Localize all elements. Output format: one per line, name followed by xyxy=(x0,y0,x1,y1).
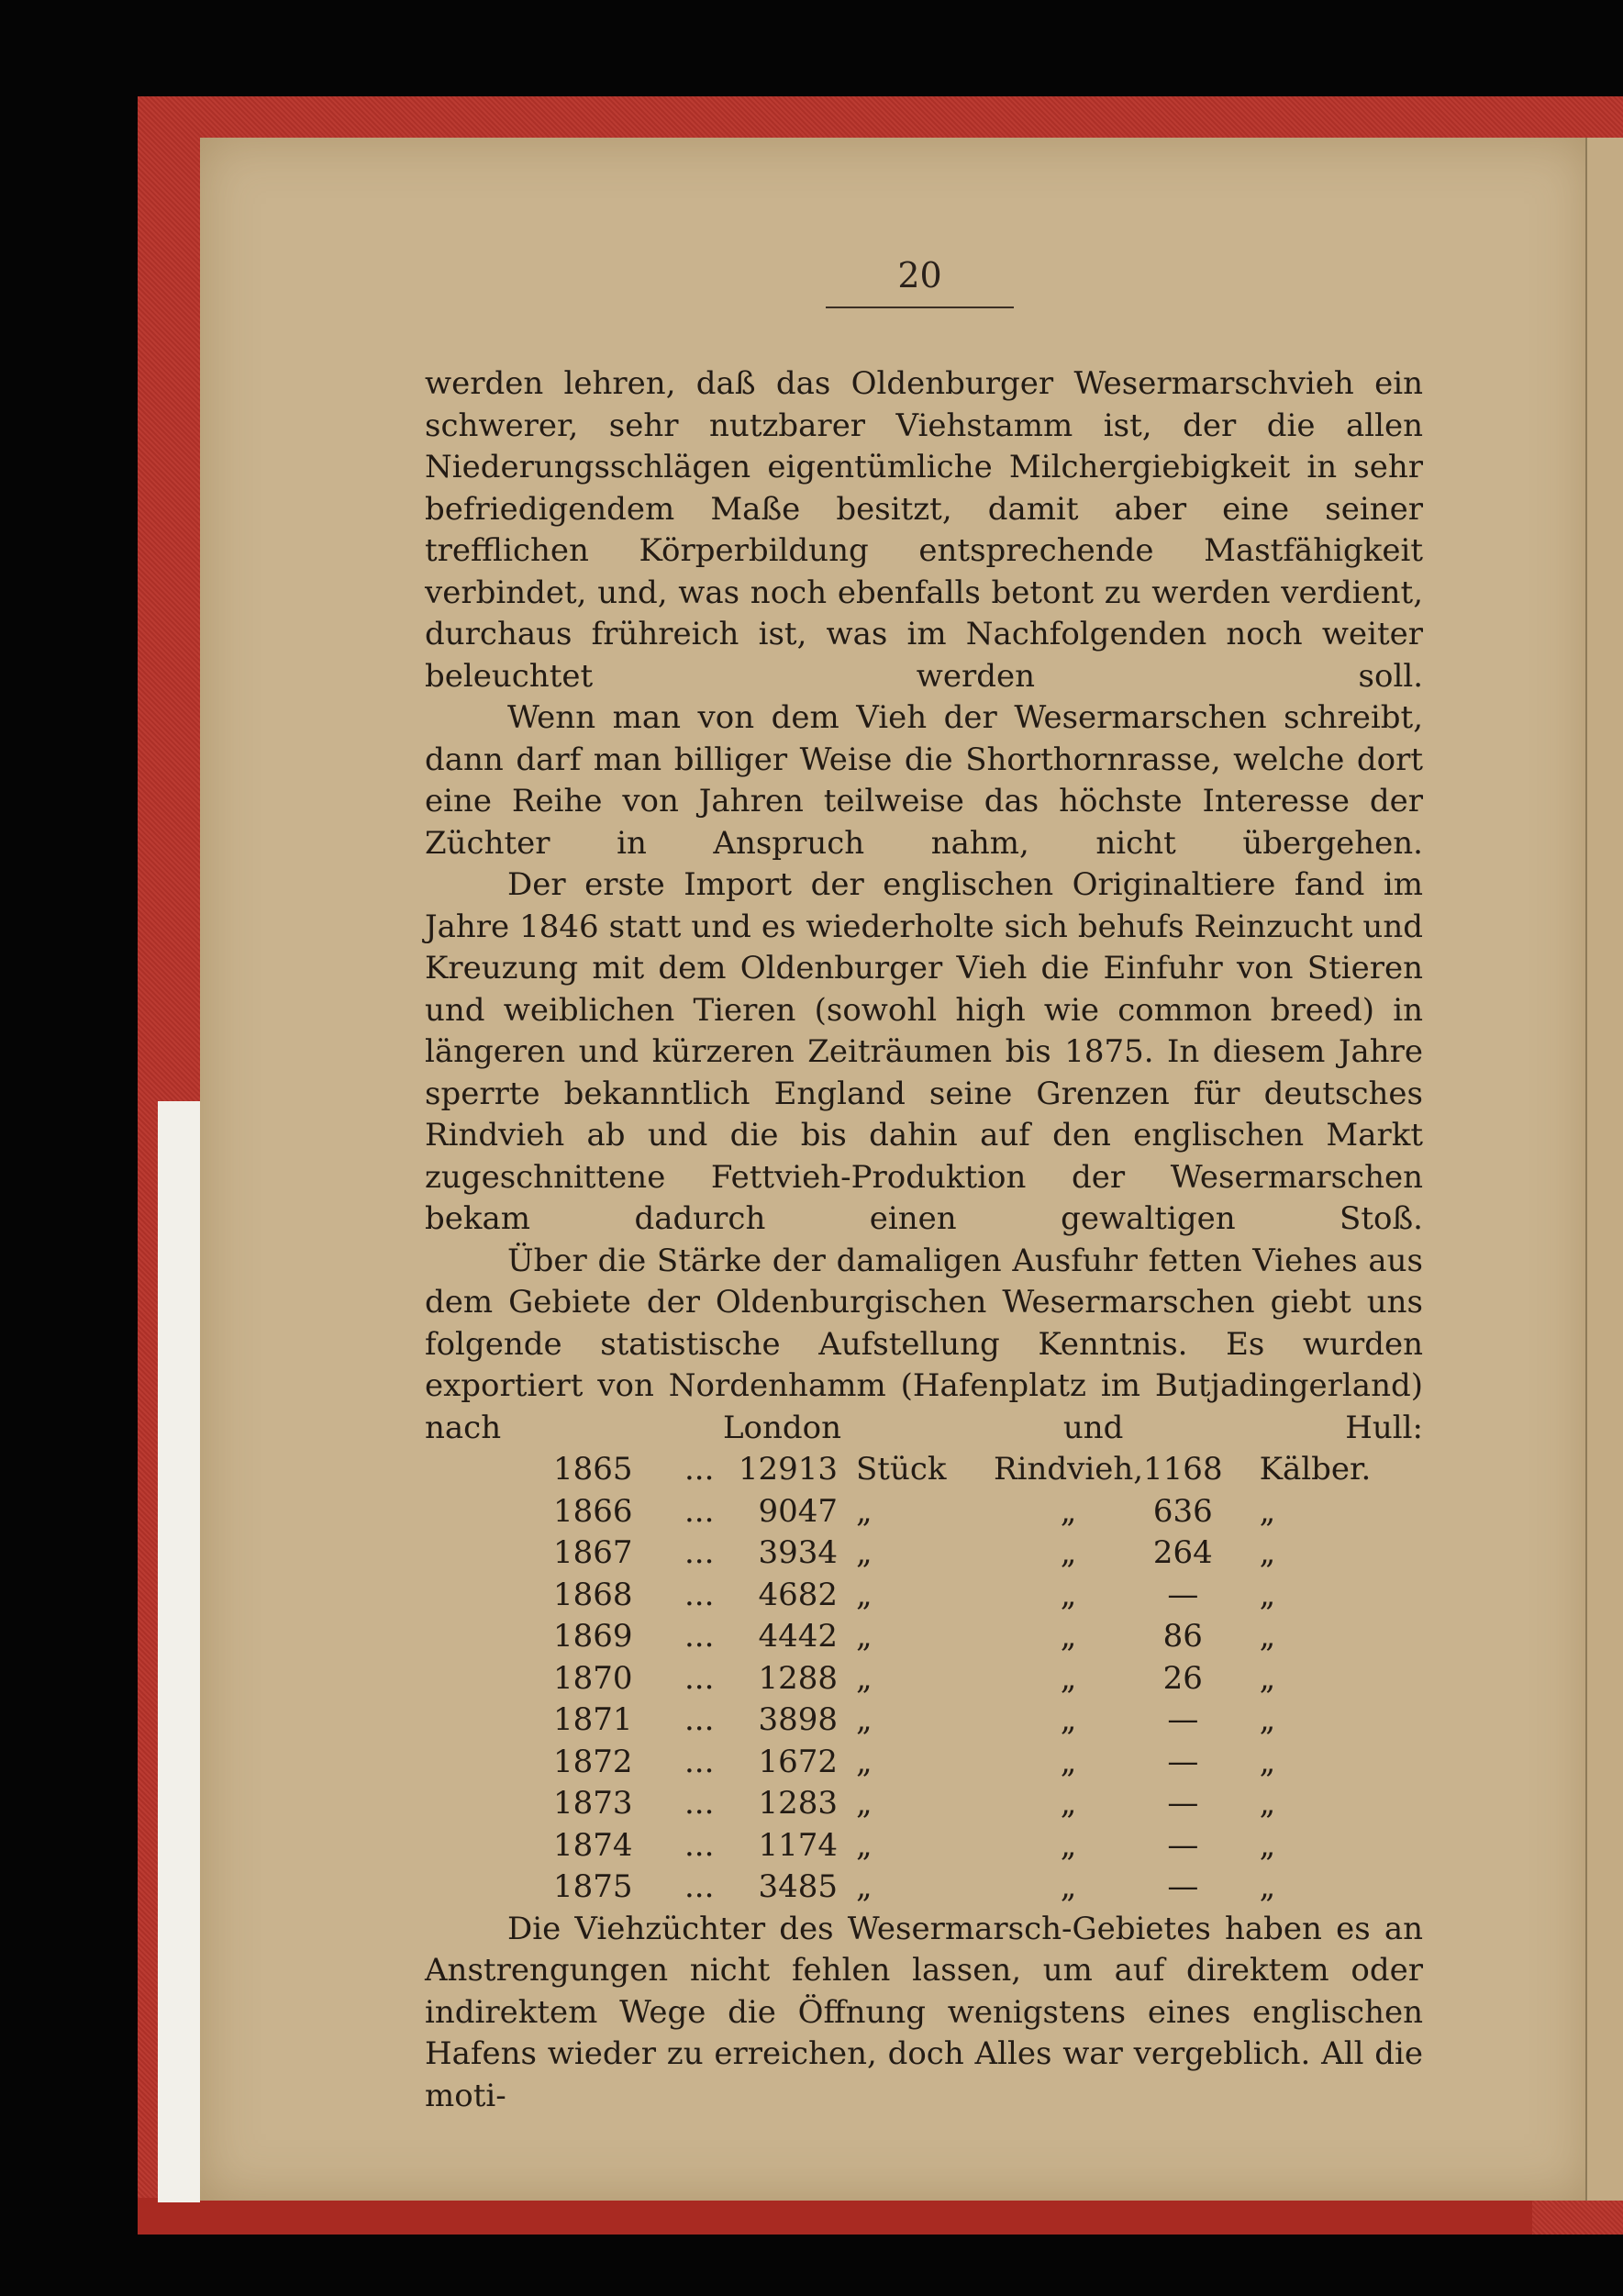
table-row xyxy=(425,1867,1397,1909)
table-unit-stueck: „ xyxy=(856,1868,873,1905)
table-unit-rindvieh: „ xyxy=(1060,1659,1077,1697)
table-cattle-count: 4442 xyxy=(758,1618,838,1655)
table-calves-count: — xyxy=(1167,1826,1199,1864)
table-calves-count: 264 xyxy=(1152,1534,1213,1571)
table-unit-kaelber: „ xyxy=(1259,1576,1276,1613)
paragraph-2: Wenn man von dem Vieh der Wesermarschen schreibt, dann darf man billiger Weise die Shorthornrasse, welche dort eine Reihe von Jahren teilweise das höchste Interesse der Züchter in Anspruch nahm, nicht übergehen. xyxy=(425,699,1423,862)
table-row xyxy=(425,1783,1397,1825)
table-unit-kaelber: „ xyxy=(1259,1743,1276,1780)
table-unit-stueck: „ xyxy=(856,1701,873,1738)
export-table xyxy=(425,1449,1397,1909)
table-year: 1866 xyxy=(553,1492,633,1530)
table-unit-stueck: „ xyxy=(856,1618,873,1655)
table-unit-stueck: „ xyxy=(856,1576,873,1613)
table-unit-rindvieh: „ xyxy=(1060,1576,1077,1613)
table-row xyxy=(425,1825,1397,1867)
text-block xyxy=(425,363,1423,2117)
table-year: 1871 xyxy=(553,1701,633,1738)
table-calves-count: 86 xyxy=(1162,1618,1203,1655)
table-row xyxy=(425,1533,1397,1575)
closing-paragraph: Die Viehzüchter des Wesermarsch-Gebietes haben es an Anstrengungen nicht fehlen lassen, um auf direktem oder indirektem Wege die Öffnung wenigstens eines englischen Hafens wieder zu erreichen, doch Alles war vergeblich. All die moti- xyxy=(425,1910,1423,2114)
table-row xyxy=(425,1575,1397,1617)
table-unit-kaelber: „ xyxy=(1259,1701,1276,1738)
table-cattle-count: 1283 xyxy=(758,1785,838,1822)
table-unit-rindvieh: „ xyxy=(1060,1492,1077,1530)
table-dots: ... xyxy=(684,1576,715,1613)
table-cattle-count: 4682 xyxy=(758,1576,838,1613)
table-year: 1873 xyxy=(553,1785,633,1822)
table-unit-kaelber: „ xyxy=(1259,1492,1276,1530)
table-row xyxy=(425,1700,1397,1742)
table-calves-count: 636 xyxy=(1152,1492,1213,1530)
table-year: 1868 xyxy=(553,1576,633,1613)
table-calves-count: — xyxy=(1167,1701,1199,1738)
table-dots: ... xyxy=(684,1743,715,1780)
table-year: 1874 xyxy=(553,1826,633,1864)
table-unit-rindvieh: „ xyxy=(1060,1826,1077,1864)
table-year: 1870 xyxy=(553,1659,633,1697)
table-unit-stueck: „ xyxy=(856,1785,873,1822)
table-unit-kaelber: „ xyxy=(1259,1785,1276,1822)
table-dots: ... xyxy=(684,1785,715,1822)
table-dots: ... xyxy=(684,1492,715,1530)
paragraph-4: Über die Stärke der damaligen Ausfuhr fetten Viehes aus dem Gebiete der Oldenburgischen Wesermarschen giebt uns folgende statistische Aufstellung Kenntnis. Es wurden exportiert von Nordenhamm (Hafenplatz im Butjadingerland) nach London und Hull: xyxy=(425,1242,1423,1446)
table-unit-stueck: Stück xyxy=(856,1451,947,1488)
table-year: 1869 xyxy=(553,1618,633,1655)
table-row xyxy=(425,1449,1397,1491)
table-unit-rindvieh: „ xyxy=(1060,1785,1077,1822)
table-unit-stueck: „ xyxy=(856,1492,873,1530)
table-unit-kaelber: „ xyxy=(1259,1826,1276,1864)
table-row xyxy=(425,1658,1397,1700)
table-unit-kaelber: Kälber. xyxy=(1259,1451,1372,1488)
table-year: 1867 xyxy=(553,1534,633,1571)
table-unit-rindvieh: „ xyxy=(1060,1618,1077,1655)
table-unit-rindvieh: Rindvieh, xyxy=(994,1451,1144,1488)
table-cattle-count: 1672 xyxy=(758,1743,838,1780)
table-dots: ... xyxy=(684,1659,715,1697)
paragraph-3: Der erste Import der englischen Originaltiere fand im Jahre 1846 statt und es wiederholte sich behufs Reinzucht und Kreuzung mit dem Oldenburger Vieh die Einfuhr von Stieren und weiblichen Tieren (sowohl high wie common breed) in längeren und kürzeren Zeiträumen bis 1875. In diesem Jahre sperrte bekanntlich England seine Grenzen für deutsches Rindvieh ab und die bis dahin auf den englischen Markt zugeschnittene Fettvieh-Produktion der Wesermarschen bekam dadurch einen gewaltigen Stoß. xyxy=(425,866,1423,1237)
table-calves-count: — xyxy=(1167,1576,1199,1613)
table-year: 1875 xyxy=(553,1868,633,1905)
table-calves-count: 26 xyxy=(1162,1659,1203,1697)
table-unit-rindvieh: „ xyxy=(1060,1868,1077,1905)
table-unit-stueck: „ xyxy=(856,1743,873,1780)
table-calves-count: — xyxy=(1167,1785,1199,1822)
table-row xyxy=(425,1616,1397,1658)
table-cattle-count: 1174 xyxy=(758,1826,838,1864)
table-cattle-count: 3485 xyxy=(758,1868,838,1905)
table-unit-rindvieh: „ xyxy=(1060,1701,1077,1738)
table-unit-rindvieh: „ xyxy=(1060,1534,1077,1571)
book-cover-edge xyxy=(138,2198,1532,2235)
table-dots: ... xyxy=(684,1534,715,1571)
table-dots: ... xyxy=(684,1618,715,1655)
table-unit-kaelber: „ xyxy=(1259,1618,1276,1655)
table-dots: ... xyxy=(684,1451,715,1488)
table-unit-kaelber: „ xyxy=(1259,1868,1276,1905)
paper-strip xyxy=(158,1101,200,2202)
table-cattle-count: 9047 xyxy=(758,1492,838,1530)
table-year: 1865 xyxy=(553,1451,633,1488)
table-unit-stueck: „ xyxy=(856,1659,873,1697)
table-unit-kaelber: „ xyxy=(1259,1659,1276,1697)
table-unit-rindvieh: „ xyxy=(1060,1743,1077,1780)
table-dots: ... xyxy=(684,1826,715,1864)
table-cattle-count: 12913 xyxy=(738,1451,838,1488)
table-unit-stueck: „ xyxy=(856,1534,873,1571)
table-year: 1872 xyxy=(553,1743,633,1780)
page-edge xyxy=(1585,138,1623,2201)
paragraph-1: werden lehren, daß das Oldenburger Wesermarschvieh ein schwerer, sehr nutzbarer Viehstamm ist, der die allen Niederungsschlägen eigentümliche Milchergiebigkeit in sehr befriedigendem Maße besitzt, damit aber eine seiner trefflichen Körperbildung entsprechende Mastfähigkeit verbindet, und, was noch ebenfalls betont zu werden verdient, durchaus frühreich ist, was im Nachfolgenden noch weiter beleuchtet werden soll. xyxy=(425,365,1423,695)
page-number: 20 xyxy=(897,255,942,295)
table-dots: ... xyxy=(684,1701,715,1738)
table-unit-stueck: „ xyxy=(856,1826,873,1864)
table-row xyxy=(425,1742,1397,1784)
table-calves-count: — xyxy=(1167,1868,1199,1905)
table-cattle-count: 1288 xyxy=(758,1659,838,1697)
page-number-rule xyxy=(826,307,1014,308)
table-cattle-count: 3898 xyxy=(758,1701,838,1738)
table-row xyxy=(425,1491,1397,1533)
table-cattle-count: 3934 xyxy=(758,1534,838,1571)
table-dots: ... xyxy=(684,1868,715,1905)
table-calves-count: — xyxy=(1167,1743,1199,1780)
table-calves-count: 1168 xyxy=(1143,1451,1223,1488)
table-unit-kaelber: „ xyxy=(1259,1534,1276,1571)
